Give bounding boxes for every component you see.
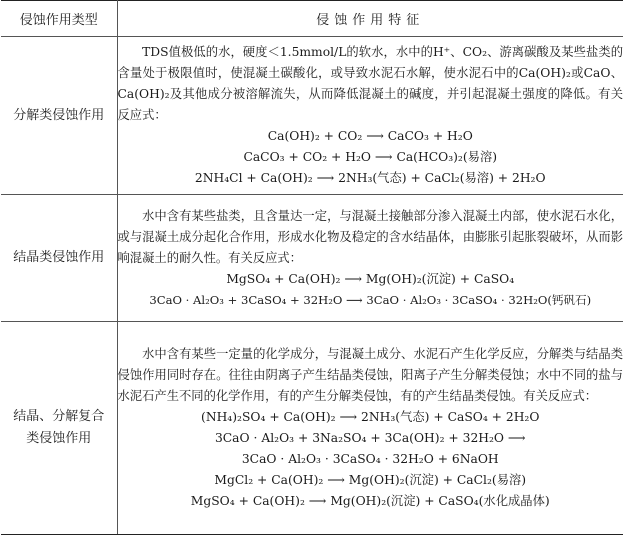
characteristics-paragraph: TDS值极低的水，硬度＜1.5mmol/L的软水，水中的H⁺、CO₂、游离碳酸及某些盐类的含量处于极限值时，使混凝土碳酸化，或导致水泥石水解，使水泥石中的Ca(OH)₂或CaO、Ca(OH)₂及其他成分被溶解流失，从而降低混凝土的碱度，并引起混凝土强度的降低。有关反应式： (117, 45, 623, 122)
erosion-type-label: 结晶类侵蚀作用 (13, 250, 105, 265)
reaction-equation: 3CaO · Al₂O₃ · 3CaSO₄ · 32H₂O + 6NaOH (241, 452, 499, 466)
reaction-equation: 3CaO · Al₂O₃ + 3Na₂SO₄ + 3Ca(OH)₂ + 32H₂O ⟶ (214, 431, 526, 445)
erosion-type-label: 结晶、分解复合 (13, 409, 105, 424)
reaction-equation: 2NH₄Cl + Ca(OH)₂ ⟶ 2NH₃(气态) + CaCl₂(易溶) + 2H₂O (194, 171, 546, 185)
reaction-equation: (NH₄)₂SO₄ + Ca(OH)₂ ⟶ 2NH₃(气态) + CaSO₄ + 2H₂O (201, 410, 540, 424)
erosion-type-cell (1, 322, 117, 535)
header-characteristics: 侵蚀作用特征 (117, 1, 623, 37)
table-row (1, 195, 623, 322)
characteristics-paragraph: 水中含有某些一定量的化学成分，与混凝土成分、水泥石产生化学反应，分解类与结晶类侵蚀作用同时存在。往往由阴离子产生结晶类侵蚀，阳离子产生分解类侵蚀；水中不同的盐与水泥石产生不同的化学作用，有的产生分解类侵蚀，有的产生结晶类侵蚀。有关反应式： (117, 347, 623, 403)
erosion-characteristics-cell (117, 195, 623, 322)
reaction-equation: Ca(OH)₂ + CO₂ ⟶ CaCO₃ + H₂O (267, 129, 473, 143)
erosion-type-label: 类侵蚀作用 (26, 431, 92, 446)
erosion-characteristics-cell (117, 37, 623, 195)
reaction-equation: MgCl₂ + Ca(OH)₂ ⟶ Mg(OH)₂(沉淀) + CaCl₂(易溶) (214, 473, 527, 487)
reaction-equation: CaCO₃ + CO₂ + H₂O ⟶ Ca(HCO₃)₂(易溶) (243, 150, 498, 164)
erosion-table (1, 0, 623, 535)
header-type: 侵蚀作用类型 (1, 1, 117, 37)
reaction-equation: 3CaO · Al₂O₃ + 3CaSO₄ + 32H₂O ⟶ 3CaO · Al₂O₃ · 3CaSO₄ · 32H₂O(钙矾石) (149, 292, 592, 307)
erosion-type-cell (1, 195, 117, 322)
erosion-type-cell (1, 37, 117, 195)
table-row (1, 322, 623, 535)
characteristics-paragraph: 水中含有某些盐类，且含量达一定，与混凝土接触部分渗入混凝土内部，使水泥石水化，或与混凝土成分起化合作用，形成水化物及稳定的含水结晶体，由膨胀引起胀裂破坏，从而影响混凝土的耐久性。有关反应式： (117, 208, 623, 265)
table-header-row (1, 1, 623, 37)
table-row (1, 37, 623, 195)
erosion-characteristics-cell (117, 322, 623, 535)
reaction-equation: MgSO₄ + Ca(OH)₂ ⟶ Mg(OH)₂(沉淀) + CaSO₄(水化成晶体) (190, 494, 550, 508)
erosion-type-label: 分解类侵蚀作用 (13, 107, 105, 123)
reaction-equation: MgSO₄ + Ca(OH)₂ ⟶ Mg(OH)₂(沉淀) + CaSO₄ (226, 271, 515, 286)
